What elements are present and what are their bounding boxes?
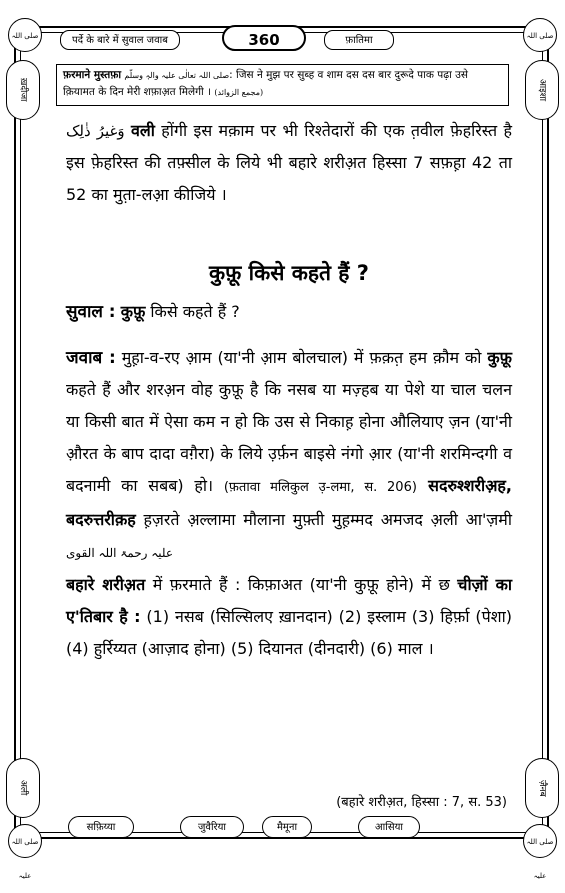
notice-text: : जिस ने मुझ पर सुब्ह व शाम दस दस बार दुरूदे पाक पढ़ा उसे क़ियामत के दिन मेरी शफ़ाअ़त मिलेगी । <box>63 69 469 98</box>
paragraph-bold-word: वली <box>131 121 155 140</box>
footer-tab-2: जुवैरिया <box>180 816 244 838</box>
answer-text-1: मुह़ा-व-रए आ़म (या'नी आ़म बोलचाल) में फ़क़त़ हम क़ौम को <box>115 348 488 367</box>
answer-arabic: علیہ رحمۃ اللہ القوی <box>66 546 174 560</box>
paragraph-relatives <box>66 115 512 211</box>
notice-label: फ़रमाने मुस्तफ़ा <box>63 69 122 81</box>
corner-medallion-bottom-right: صلی اللہ علیہ <box>523 824 557 858</box>
arabic-phrase: وَغیرُ ذٰلِک <box>66 122 125 140</box>
section-heading: कुफ़ू किसे कहते हैं ? <box>209 261 369 285</box>
answer-text-6: (1) नसब (सिल्सिलए ख़ानदान) (2) इस्लाम (3) हिर्फ़ा (पेशा) (4) हुर्रिय्यत (आज़ाद होना) (5) दियानत (दीनदारी) (6) माल । <box>66 607 512 658</box>
footer-tab-3: मैमूना <box>262 816 312 838</box>
question-label: सुवाल : <box>66 302 116 322</box>
answer-text-2: कहते हैं और शरअ़न वोह कुफ़ू है कि नसब या मज़्हब या पेशे या चाल चलन या किसी बात में ऐसा कम न हो कि उस से निकाह़ होना औलियाए ज़न (या'नी औ़रत के बाप दादा वग़ैरा) के लिये उ़र्फ़न बाइसे नंगो आ़र (या'नी शरमिन्दगी व बदनामी का सबब) हो। <box>66 380 512 495</box>
corner-medallion-top-right: صلی اللہ <box>523 18 557 52</box>
corner-medallion-bottom-left: صلی اللہ علیہ <box>8 824 42 858</box>
header-name-tab: फ़ातिमा <box>324 30 394 50</box>
answer-text-5: किफ़ाअत (या'नी कुफ़ू होने) में छ <box>247 575 458 594</box>
paragraph-text: होंगी इस मक़ाम पर भी रिश्तेदारों की एक त़वील फ़ेहरिस्त है इस फ़ेहरिस्त की तफ़्सील के लिये भी बहारे शरीअ़त हिस्सा 7 सफ़ह़ा 42 ता 52 का मुत़ा-लआ़ कीजिये । <box>66 121 513 204</box>
side-medallion-right-bottom: ज़ैनब <box>525 758 559 818</box>
side-medallion-right-top: आइशा <box>525 60 559 120</box>
footer-tab-1: सफ़िय्या <box>68 816 134 838</box>
page-number: 360 <box>222 25 306 51</box>
hadith-notice-box <box>56 64 509 106</box>
question-text: किसे कहते हैं ? <box>145 302 240 321</box>
corner-medallion-top-left: صلی اللہ <box>8 18 42 52</box>
notice-reference: (مجمع الزوائد) <box>214 88 264 97</box>
notice-arabic: صلی اللہ تعالٰی علیہ والہٖ وسلّم <box>124 71 230 80</box>
answer-text-4: में फ़रमाते हैं : <box>145 575 248 594</box>
answer-text-5b: चीज़ों का ए'तिबार है : <box>66 575 513 626</box>
answer-label: जवाब : <box>66 348 116 368</box>
source-reference: (बहारे शरीअ़त, हिस्सा : 7, स. 53) <box>336 795 507 810</box>
answer-bold-1: कुफ़ू <box>487 348 512 367</box>
answer-bold-2: सदरुश्शरीअ़ह, बदरुत्तरीक़ह <box>66 476 512 529</box>
question-bold-word: कुफ़ू <box>120 302 146 321</box>
side-medallion-left-top: ख़दीजा <box>6 60 40 120</box>
answer-text-3: ह़ज़रते अ़ल्लामा मौलाना मुफ़्ती मुह़म्मद अमजद अ़ली आ'ज़मी <box>135 510 512 529</box>
answer-reference-1: (फ़तावा मलिकुल उ़-लमा, स. 206) <box>223 480 417 495</box>
answer-bold-3: बहारे शरीअ़त <box>66 575 146 594</box>
answer-block <box>66 342 512 665</box>
header-chapter-tab: पर्दे के बारे में सुवाल जवाब <box>60 30 180 50</box>
footer-tab-4: आसिया <box>358 816 420 838</box>
side-medallion-left-bottom: अली <box>6 758 40 818</box>
question-block <box>66 296 512 328</box>
